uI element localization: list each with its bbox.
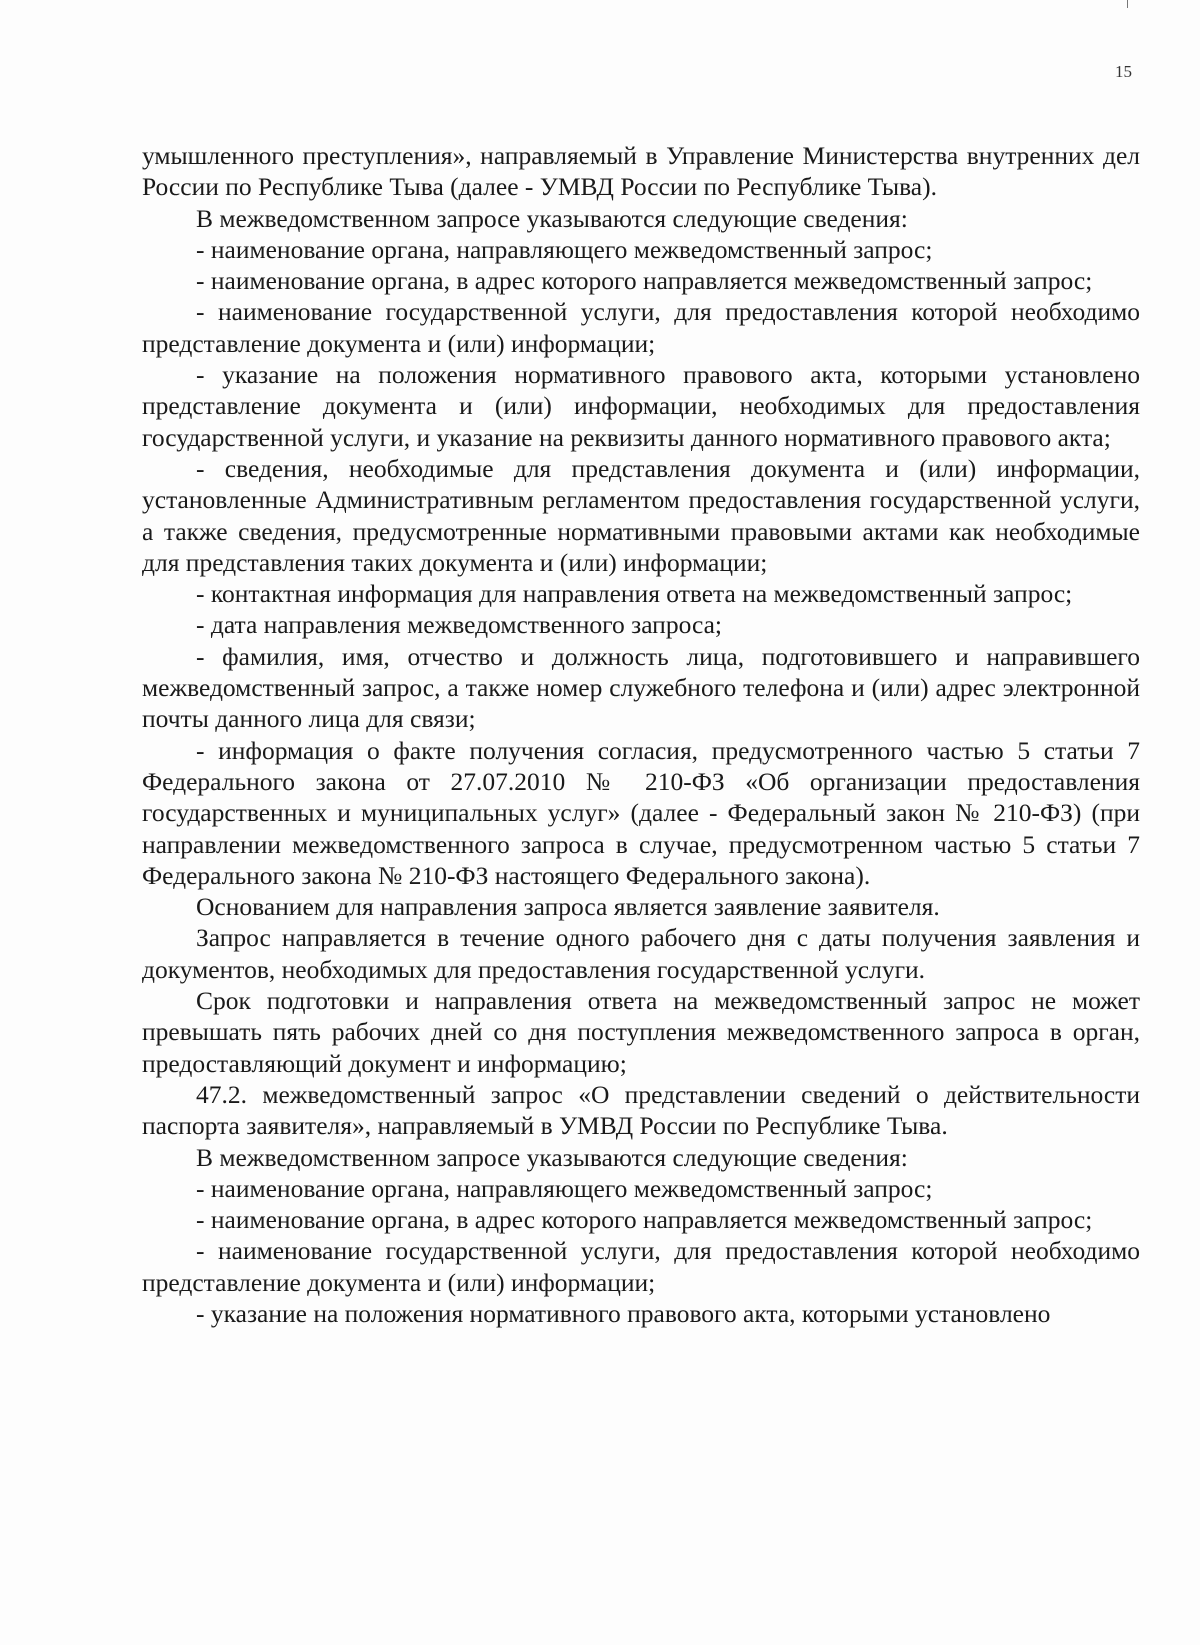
paragraph: Запрос направляется в течение одного рабочего дня с даты получения заявления и документов, необходимых для предоставления государственной услуги. (142, 923, 1140, 984)
paragraph: - фамилия, имя, отчество и должность лица, подготовившего и направившего межведомственный запрос, а также номер служебного телефона и (или) адрес электронной почты данного лица для связи; (142, 641, 1140, 734)
paragraph: умышленного преступления», направляемый в Управление Министерства внутренних дел России по Республике Тыва (далее - УМВД России по Республике Тыва). (142, 141, 1140, 202)
scan-edge-mark (1127, 0, 1128, 8)
paragraph: - указание на положения нормативного правового акта, которыми установлено (196, 1298, 1051, 1328)
paragraph: 47.2. межведомственный запрос «О представлении сведений о действительности паспорта заявителя», направляемый в УМВД России по Республике Тыва. (142, 1079, 1140, 1141)
paragraph: В межведомственном запросе указываются следующие сведения: (196, 203, 908, 233)
paragraph: - сведения, необходимые для представления документа и (или) информации, установленные Административным регламентом предоставления государственной услуги, а также сведения, предусмотренные нормативными правовыми актами как необходимые для представления таких документа и (или) информации; (142, 453, 1140, 577)
paragraph: Срок подготовки и направления ответа на межведомственный запрос не может превышать пять рабочих дней со дня поступления межведомственного запроса в орган, предоставляющий документ и информацию; (142, 986, 1140, 1078)
paragraph: - наименование органа, в адрес которого направляется межведомственный запрос; (196, 1205, 1093, 1235)
paragraph: - наименование органа, в адрес которого направляется межведомственный запрос; (196, 266, 1093, 296)
paragraph: - дата направления межведомственного запроса; (196, 610, 722, 640)
paragraph: - указание на положения нормативного правового акта, которыми установлено представление документа и (или) информации, необходимых для предоставления государственной услуги, и указание на реквизиты данного нормативного правового акта; (142, 360, 1140, 452)
paragraph: - контактная информация для направления ответа на межведомственный запрос; (196, 579, 1073, 609)
paragraph: - наименование государственной услуги, для предоставления которой необходимо представление документа и (или) информации; (142, 297, 1140, 358)
paragraph: В межведомственном запросе указываются следующие сведения: (196, 1142, 908, 1172)
body-text (142, 140, 1140, 1329)
paragraph: Основанием для направления запроса является заявление заявителя. (196, 892, 940, 922)
paragraph: - наименование органа, направляющего межведомственный запрос; (196, 234, 933, 264)
paragraph: - наименование государственной услуги, для предоставления которой необходимо представление документа и (или) информации; (142, 1236, 1140, 1297)
page-number: 15 (1115, 62, 1132, 81)
paragraph: - наименование органа, направляющего межведомственный запрос; (196, 1173, 933, 1203)
paragraph: - информация о факте получения согласия, предусмотренного частью 5 статьи 7 Федерального закона от 27.07.2010 № 210-ФЗ «Об организации предоставления государственных и муниципальных услуг» (далее - Федеральный закон № 210-ФЗ) (при направлении межведомственного запроса в случае, предусмотренном частью 5 статьи 7 Федерального закона № 210-ФЗ настоящего Федерального закона). (142, 735, 1140, 890)
